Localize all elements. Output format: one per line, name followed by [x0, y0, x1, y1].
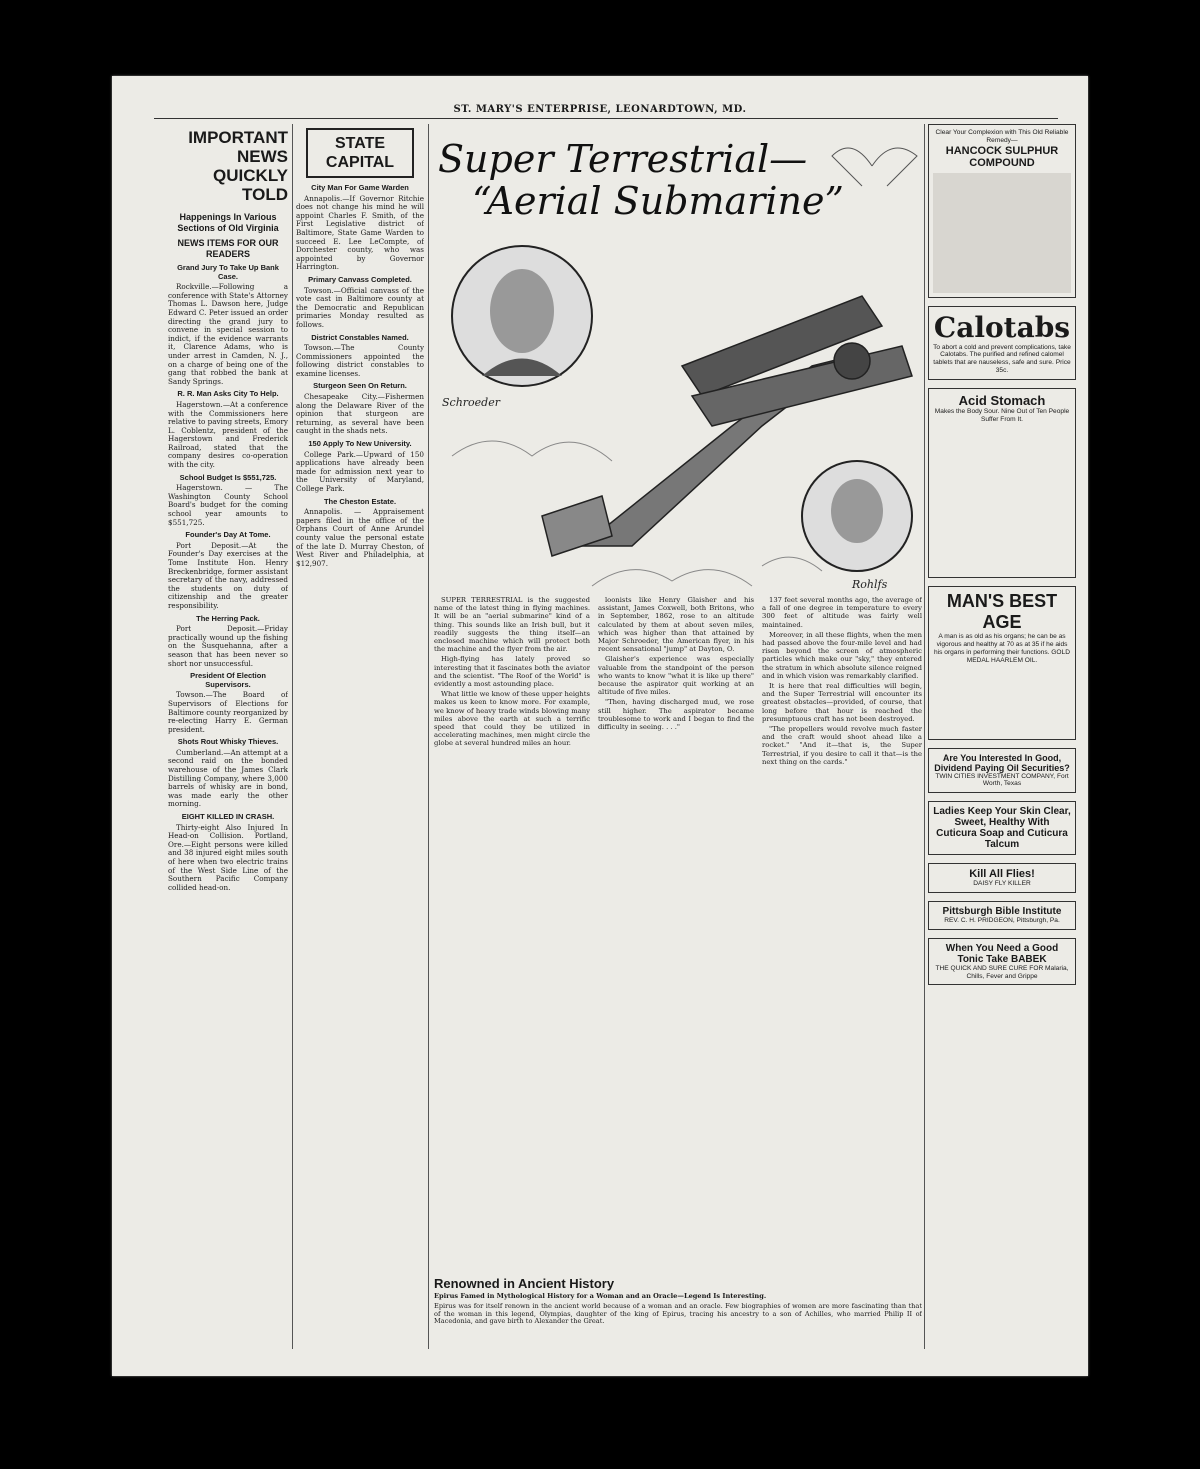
- item-title: Founder's Day At Tome.: [185, 530, 271, 540]
- ads-column: [928, 124, 1076, 1354]
- face-icon: [490, 269, 554, 353]
- ad-title: Are You Interested In Good, Dividend Paying Oil Securities?: [934, 752, 1070, 773]
- item-text: Towson.—The Board of Supervisors of Elections for Baltimore county reorganized by re-electing Harry E. German president.: [168, 690, 288, 734]
- ad-title: Kill All Flies!: [969, 868, 1035, 881]
- ad-text: A man is as old as his organs; he can be as vigorous and healthy at 70 as at 35 if he aids his organs in performing their functions. GOLD MEDAL HAARLEM OIL.: [934, 633, 1070, 664]
- feature-title-line2: “Aerial Submarine”: [472, 179, 844, 223]
- feature-paragraph: Glaisher's experience was especially valuable from the standpoint of the person who wants to know "what it is like up there" because the aspirator quit working at an altitude of five miles.: [598, 655, 754, 697]
- column-divider: [924, 124, 925, 1349]
- feature-paragraph: loonists like Henry Glaisher and his assistant, James Coxwell, both Britons, who in September, 1862, rose to an altitude calculated by them at about seven miles, which was higher than that attained by Major Schroeder, the American flyer, in his recent sensational "jump" at Dayton, O.: [598, 596, 754, 654]
- item-text: Thirty-eight Also Injured In Head-on Collision. Portland, Ore.—Eight persons were killed and 38 injured eight miles south of here when two electric trains of the West Side Line of the Southern Pacific Company collided head-on.: [168, 822, 288, 892]
- ad-title: Ladies Keep Your Skin Clear, Sweet, Healthy With Cuticura Soap and Cuticura Talcum: [933, 806, 1071, 851]
- feature-illustration: [432, 126, 920, 596]
- face-icon: [831, 479, 883, 543]
- item-text: Towson.—Official canvass of the vote cast in Baltimore county at the Democratic and Republican primaries Monday resulted as follows.: [296, 285, 424, 329]
- item-text: Annapolis.—If Governor Ritchie does not change his mind he will appoint Charles F. Smith, of the First Legislative district of Baltimore, State Game Warden to succeed E. Lee LeCompte, of Dorchester county, who was appointed by Governor Harrington.: [296, 193, 424, 272]
- ad-mans-best-age: [928, 586, 1076, 739]
- ad-acid-stomach: [928, 388, 1076, 579]
- col2-items: [296, 184, 424, 568]
- feature-paragraph: Moreover, in all these flights, when the men had passed above the four-mile level and had risen beyond the screen of atmospheric particles which make our "sky," they entered the stratum in which absolute silence reigned and in which vision was remarkably clarified.: [762, 630, 922, 680]
- ad-hancock: [928, 124, 1076, 298]
- ad-body-space: [933, 665, 1071, 735]
- item-text: Hagerstown. — The Washington County School Board's budget for the coming school year amounts to $551,725.: [168, 483, 288, 527]
- masthead-rule: [154, 118, 1058, 119]
- ad-calotabs: [928, 306, 1076, 380]
- renowned-article: [434, 1276, 922, 1376]
- feature-title-line1: Super Terrestrial—: [438, 137, 808, 181]
- state-capital-box: STATE CAPITAL: [306, 128, 414, 178]
- feature-paragraph: 137 feet several months ago, the average of a fall of one degree in temperature to every 300 feet of altitude was fairly well maintained.: [762, 596, 922, 629]
- ad-cuticura: [928, 801, 1076, 855]
- headline-important-news: IMPORTANT NEWS QUICKLY TOLD: [188, 128, 288, 204]
- caption-schroeder: Schroeder: [442, 396, 500, 409]
- item-title: EIGHT KILLED IN CRASH.: [181, 812, 275, 822]
- item-title: 150 Apply To New University.: [308, 439, 412, 449]
- ad-text: To abort a cold and prevent complications, take Calotabs. The purified and refined calomel tablets that are nauseless, safe and sure. Price 35c.: [933, 343, 1071, 374]
- ad-bible-institute: [928, 901, 1076, 930]
- item-text: Towson.—The County Commissioners appointed the following district constables to examine licenses.: [296, 343, 424, 378]
- feature-paragraph: SUPER TERRESTRIAL is the suggested name of the latest thing in flying machines. It will be an "aerial submarine" kind of a thing. This sounds like an Irish bull, but it readily suggests the thing itself—an enclosed machine which will protect both the machine and the flyer from the air.: [434, 596, 590, 654]
- column-important-news: [168, 124, 288, 1349]
- ad-kill-all-flies: [928, 863, 1076, 893]
- ad-text: Makes the Body Sour. Nine Out of Ten People Suffer From It.: [934, 407, 1070, 423]
- renowned-text: Epirus was for itself renown in the ancient world because of a woman and an oracle. Few biographies of women are more fascinating than that of the woman in this legend, Olympias, daughter of the king of Epirus, tracing his ancestry to a son of Achilles, who married Philip II of Macedonia, and gave birth to Alexander the Great.: [434, 1301, 922, 1326]
- ad-text: TWIN CITIES INVESTMENT COMPANY, Fort Worth, Texas: [935, 772, 1069, 788]
- item-text: Annapolis. — Appraisement papers filed in the office of the Orphans Court of Anne Arundel county value the personal estate of the late D. Murray Cheston, of West River and Philadelphia, at $12,907.: [296, 507, 424, 568]
- item-title: President Of Election Supervisors.: [190, 671, 266, 689]
- subhead-news-items: NEWS ITEMS FOR OUR READERS: [177, 238, 279, 259]
- ad-title: MAN'S BEST AGE: [946, 591, 1058, 633]
- item-title: Shots Rout Whisky Thieves.: [177, 737, 279, 747]
- aerial-submarine-illustration: [432, 126, 920, 596]
- item-title: The Herring Pack.: [196, 613, 260, 623]
- feature-paragraph: High-flying has lately proved so interesting that it fascinates both the aviator and the scientist. "The Roof of the World" is evidently a most astounding place.: [434, 655, 590, 689]
- ad-illustration-icon: [933, 173, 1071, 293]
- item-title: City Man For Game Warden: [311, 183, 409, 192]
- renowned-subtitle: Epirus Famed in Mythological History for a Woman and an Oracle—Legend Is Interesting.: [434, 1292, 767, 1300]
- column-state-capital: [296, 124, 424, 1349]
- item-text: Hagerstown.—At a conference with the Commissioners here relative to paving streets, Emory L. Coblentz, president of the Hagerstown and Frederick Railroad, stated that the company desires co-operation with the city.: [168, 399, 288, 470]
- feature-paragraph: "Then, having discharged mud, we rose still higher. The aspirator became troublesome to work and I began to find the difficulty in seeing. . . .": [598, 698, 754, 732]
- item-title: The Cheston Estate.: [323, 496, 397, 506]
- item-text: College Park.—Upward of 150 applications have already been made for admission next year to the University of Maryland, College Park.: [296, 449, 424, 493]
- item-text: Rockville.—Following a conference with State's Attorney Thomas L. Dawson here, Judge Edward C. Peter issued an order directing the grand jury to convene in special session to indict, if the evidence warrants it, Clarence Adams, who is under arrest in Camden, N. J., on a charge of being one of the gang that robbed the bank at Sandy Springs.: [168, 282, 288, 386]
- feature-body-column-2: [598, 596, 754, 1246]
- ad-title: HANCOCK SULPHUR COMPOUND: [945, 144, 1059, 169]
- ad-body-space: [933, 423, 1071, 573]
- ad-text: DAISY FLY KILLER: [973, 880, 1031, 888]
- newspaper-page: [112, 76, 1088, 1376]
- feature-body-column-3: [762, 596, 922, 1246]
- feature-paragraph: "The propellers would revolve much faster and the craft would shoot ahead like a rocket." "And it—that is, the Super Terrestrial, if you desire to call it that—is the next thing on the cards.": [762, 725, 922, 766]
- ad-text: THE QUICK AND SURE CURE FOR Malaria, Chills, Fever and Grippe: [935, 964, 1069, 980]
- subhead-virginia: Happenings In Various Sections of Old Virginia: [177, 212, 279, 233]
- item-title: Primary Canvass Completed.: [308, 274, 412, 284]
- item-title: Sturgeon Seen On Return.: [313, 381, 407, 391]
- item-text: Port Deposit.—Friday practically wound up the fishing on the Susquehanna, after a season that has been never so short nor unsuccessful.: [168, 624, 288, 668]
- item-text: Port Deposit.—At the Founder's Day exercises at the Tome Institute Hon. Henry Breckenbridge, former assistant secretary of the navy, addressed the students on duty of citizenship and the greater responsibility.: [168, 540, 288, 610]
- column-divider: [428, 124, 429, 1349]
- ad-title: Pittsburgh Bible Institute: [942, 905, 1062, 917]
- ad-title: Acid Stomach: [958, 392, 1046, 408]
- feature-paragraph: It is here that real difficulties will begin, and the Super Terrestrial will encounter its greatest obstacles—provided, of course, that long before that hour is reached the presumptuous craft has not been destroyed.: [762, 682, 922, 723]
- item-title: School Budget Is $551,725.: [179, 472, 277, 482]
- ad-title: When You Need a Good Tonic Take BABEK: [945, 942, 1059, 965]
- ad-text: REV. C. H. PRIDGEON, Pittsburgh, Pa.: [944, 916, 1060, 924]
- item-text: Chesapeake City.—Fishermen along the Delaware River of the opinion that sturgeon are returning, as several have been caught in the shads nets.: [296, 392, 424, 436]
- item-text: Cumberland.—An attempt at a second raid on the bonded warehouse of the James Clark Distilling Company, where 3,000 barrels of whisky are in bond, was made early the other morning.: [168, 747, 288, 809]
- column-divider: [292, 124, 293, 1349]
- ad-oil-securities: [928, 748, 1076, 794]
- item-title: Grand Jury To Take Up Bank Case.: [177, 263, 279, 281]
- ad-babek: [928, 938, 1076, 986]
- item-title: R. R. Man Asks City To Help.: [177, 389, 279, 399]
- masthead: ST. MARY'S ENTERPRISE, LEONARDTOWN, MD.: [453, 104, 747, 115]
- caption-rohlfs: Rohlfs: [852, 578, 888, 591]
- ad-text: Clear Your Complexion with This Old Reliable Remedy—: [935, 129, 1069, 144]
- item-title: District Constables Named.: [311, 332, 409, 342]
- feature-paragraph: What little we know of these upper heights makes us keen to know more. For example, we know of heavy trade winds blowing many miles above the earth at such a terrific speed that could they be utilized in accelerating machines, men might circle the globe at several hundred miles an hour.: [434, 690, 590, 748]
- renowned-title: Renowned in Ancient History: [434, 1276, 615, 1291]
- ad-title: Calotabs: [933, 310, 1071, 344]
- col1-items: [168, 264, 288, 892]
- feature-body-column-1: [434, 596, 590, 1246]
